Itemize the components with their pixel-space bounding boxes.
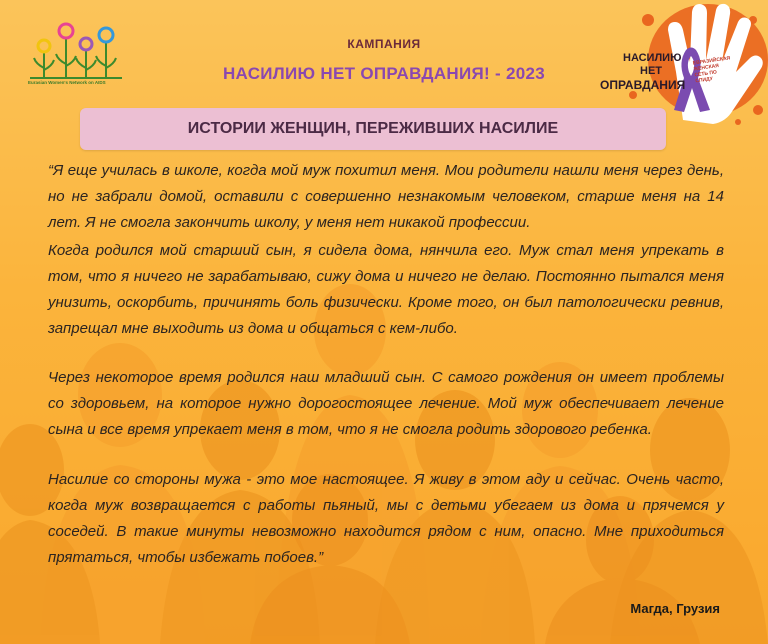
logo-side-text: ЕВРАЗИЙСКАЯ ЖЕНСКАЯ СЕТЬ ПО СПИДУ: [692, 55, 731, 85]
logo-word-2: НЕТ: [640, 65, 662, 77]
story-paragraph-2: Когда родился мой старший сын, я сидела дома, нянчила его. Муж стал меня упрекать в том, что я ничего не зарабатываю, сижу дома и ничего не делаю. Постоянно пытался меня унизить, оскорбить, причинять боль физически. Кроме того, он был патологически ревнив, запрещал мне выходить из дома и общаться с кем-либо.: [48, 242, 724, 337]
story-paragraph-1: “Я еще училась в школе, когда мой муж похитил меня. Мои родители нашли меня через день, но не забрали домой, оставили с совершенно незнакомым человеком, старше меня на 14 лет. Я не смогла закончить школу, у меня нет никакой профессии.: [48, 162, 724, 231]
logo-word-1: НАСИЛИЮ: [623, 52, 682, 64]
campaign-label: КАМПАНИЯ: [347, 37, 421, 51]
campaign-title: НАСИЛИЮ НЕТ ОПРАВДАНИЯ! - 2023: [222, 64, 546, 83]
stories-banner-title: ИСТОРИИ ЖЕНЩИН, ПЕРЕЖИВШИХ НАСИЛИЕ: [187, 120, 559, 137]
logo-word-3: ОПРАВДАНИЯ: [600, 78, 686, 92]
story-paragraph-4: Насилие со стороны мужа - это мое настоящее. Я живу в этом аду и сейчас. Очень часто, когда муж возвращается с работы пьяный, мы с детьми убегаем из дома и прячемся у соседей. В такие минуты невозможно находится рядом с ним, опасно. Мне приходиться прятаться, чтобы избежать побоев.”: [48, 471, 724, 566]
story-signature: Магда, Грузия: [630, 601, 720, 616]
stories-banner: [80, 108, 666, 150]
story-paragraph-3: Через некоторое время родился наш младший сын. С самого рождения он имеет проблемы со здоровьем, на которое нужно дорогостоящее лечение. Мой муж обеспечивает лечение сына и все время упрекает меня в том, что я не смогла родить здорового ребенка.: [48, 369, 724, 438]
ewna-logo-text: Eurasian Women's Network on AIDS: [28, 80, 106, 85]
